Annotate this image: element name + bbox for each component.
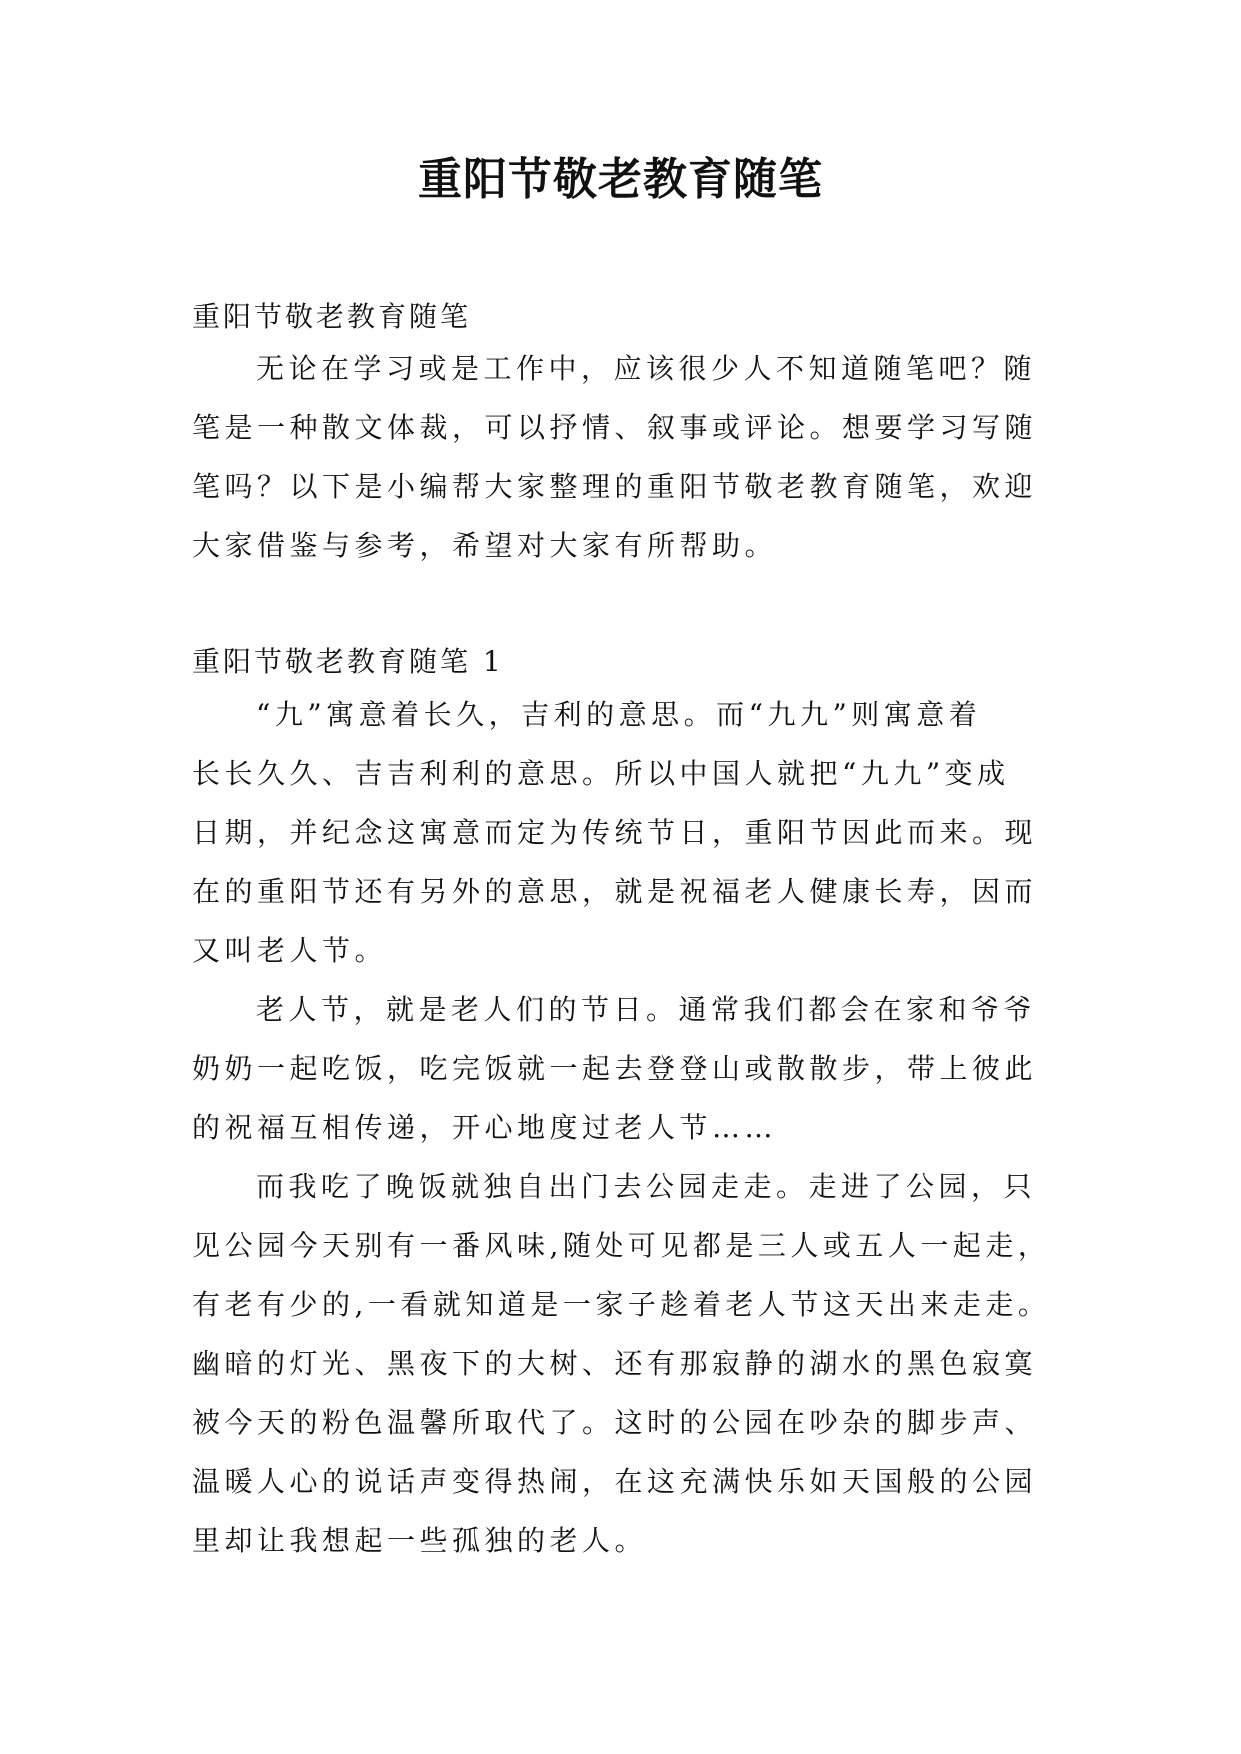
paragraph-line: 的祝福互相传递，开心地度过老人节…… <box>192 1111 778 1144</box>
paragraph-line: 奶奶一起吃饭，吃完饭就一起去登登山或散散步，带上彼此 <box>192 1052 1038 1085</box>
paragraph-line: “九”寓意着长久，吉利的意思。而“九九”则寓意着 <box>256 698 982 731</box>
paragraph-line: 笔是一种散文体裁，可以抒情、叙事或评论。想要学习写随 <box>192 411 1038 444</box>
paragraph-line: 大家借鉴与参考，希望对大家有所帮助。 <box>192 529 778 562</box>
document-title: 重阳节敬老教育随笔 <box>418 154 823 205</box>
paragraph-line: 老人节，就是老人们的节日。通常我们都会在家和爷爷 <box>256 993 1037 1026</box>
paragraph-line: 里却让我想起一些孤独的老人。 <box>192 1524 648 1557</box>
paragraph-line: 在的重阳节还有另外的意思，就是祝福老人健康长寿，因而 <box>192 875 1038 908</box>
paragraph-line: 见公园今天别有一番风味,随处可见都是三人或五人一起走， <box>192 1229 1051 1262</box>
section1-paragraph-1 <box>192 685 1072 980</box>
paragraph-line: 有老有少的,一看就知道是一家子趁着老人节这天出来走走。 <box>192 1288 1051 1321</box>
paragraph-line: 笔吗？以下是小编帮大家整理的重阳节敬老教育随笔，欢迎 <box>192 470 1038 503</box>
section1-paragraph-3 <box>192 1157 1072 1570</box>
paragraph-line: 长长久久、吉吉利利的意思。所以中国人就把“九九”变成 <box>192 757 1010 790</box>
paragraph-line: 无论在学习或是工作中，应该很少人不知道随笔吧？随 <box>256 352 1037 385</box>
paragraph-line: 幽暗的灯光、黑夜下的大树、还有那寂静的湖水的黑色寂寞 <box>192 1347 1038 1380</box>
intro-paragraph <box>192 339 1072 575</box>
paragraph-line: 被今天的粉色温馨所取代了。这时的公园在吵杂的脚步声、 <box>192 1406 1038 1439</box>
paragraph-line: 而我吃了晚饭就独自出门去公园走走。走进了公园，只 <box>256 1170 1037 1203</box>
document-subtitle: 重阳节敬老教育随笔 <box>192 300 472 333</box>
paragraph-line: 又叫老人节。 <box>192 934 388 967</box>
section-heading: 重阳节敬老教育随笔 1 <box>192 645 504 678</box>
section1-paragraph-2 <box>192 980 1072 1157</box>
paragraph-line: 温暖人心的说话声变得热闹，在这充满快乐如天国般的公园 <box>192 1465 1038 1498</box>
paragraph-line: 日期，并纪念这寓意而定为传统节日，重阳节因此而来。现 <box>192 816 1038 849</box>
